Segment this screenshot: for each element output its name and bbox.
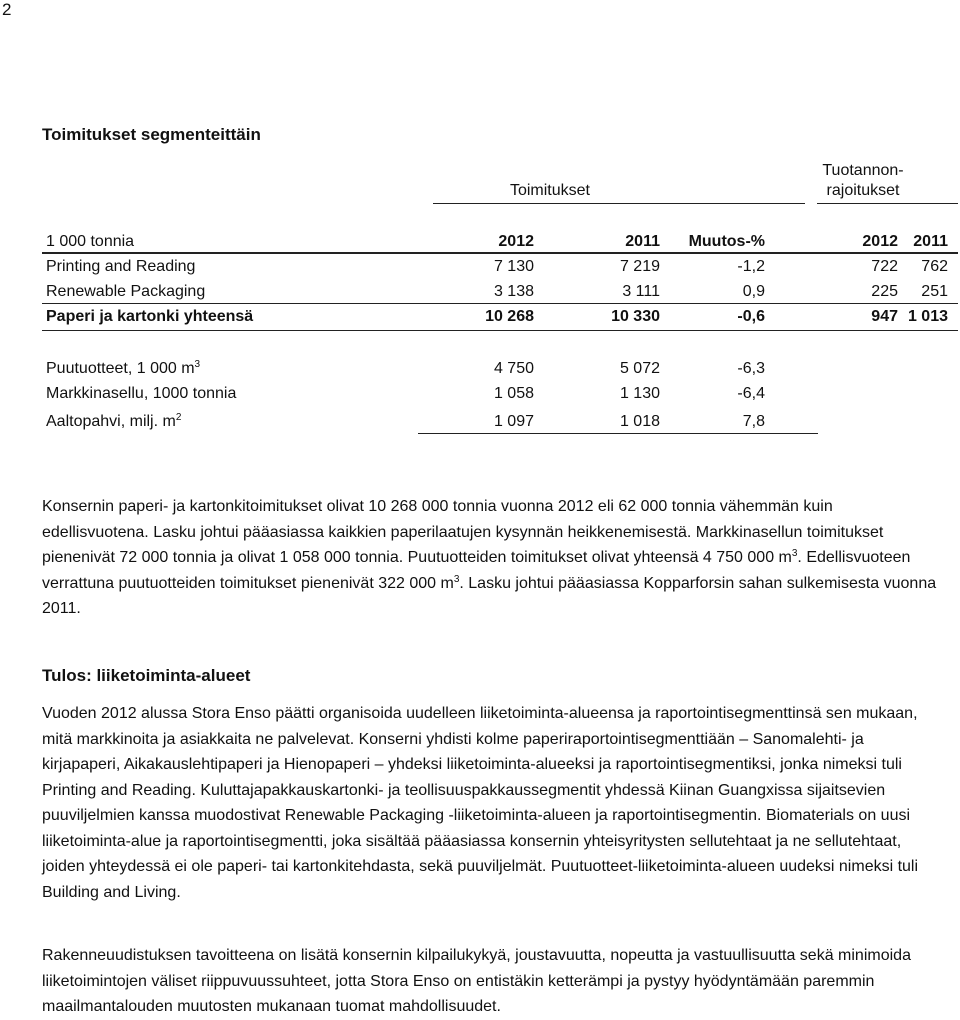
deliveries-table: Toimitukset Tuotannon- rajoitukset 1 000 tonnia 2012 2011 Muutos-% 2012 2011 Printing and Reading 7 130 7 219 -1,2 722 762 Renewable Packaging 3 138 3 111 0,9 225 251 Paperi ja kartonki yhteensä 10 268 10 330 -0,6 947 1 013 Puutuotteet, 1 000 $m^3$ 4 750 5 072 -6,3 Markkinasellu, 1000 tonnia 1 058 1 130 -6,4 Aaltopahvi, milj. $m^2$ 1 097 1 018 7,8	[42, 0, 958, 440]
column-header-unit: 1 000 tonnia	[46, 233, 135, 250]
header-rule	[42, 252, 958, 254]
group-underline-deliveries	[433, 203, 805, 204]
total-rule	[42, 330, 958, 331]
group-underline-curtailments	[817, 203, 958, 204]
subtotal-rule	[42, 303, 958, 304]
section-title-results: Tulos: liiketoiminta-alueet	[42, 666, 251, 685]
group-header-curtailments: Tuotannon- rajoitukset	[822, 162, 904, 199]
results-paragraph-2: Rakenneuudistuksen tavoitteena on lisätä konsernin kilpailukykyä, joustavuutta, nopeutta ja vastuullisuutta sekä minimoida liiketoimintojen väliset riippuvuussuhteet, jotta Stora Enso on entistäkin ketterämpi ja pystyy hyödyntämään paremmin maailmantalouden muutosten mukanaan tuomat mahdollisuudet.	[42, 947, 911, 1015]
column-header-c2012: 2012	[862, 233, 898, 250]
results-paragraph-1: Vuoden 2012 alussa Stora Enso päätti organisoida uudelleen liiketoiminta-alueensa ja raportointisegmenttinsä sen mukaan, mitä markkinoita ja asiakkaita ne palvelevat. Konserni yhdisti kolme paperiraportointisegmenttiään – Sanomalehti- ja kirjapaperi, Aikakauslehtipaperi ja Hienopaperi – yhdeksi liiketoiminta-alueeksi ja raportointisegmentiksi, jonka nimeksi tuli Printing and Reading. Kuluttajapakkauskartonki- ja teollisuuspakkaussegmentit yhdessä Kiinan Guangxissa sijaitsevien puuviljelmien kanssa muodostivat Renewable Packaging -liiketoiminta-alueen ja raportointisegmentin. Biomaterials on uusi liiketoiminta-alue ja raportointisegmentti, joka sisältää pääasiassa konsernin yhteisyritysten sellutehtaat ja ne sellutehtaat, joiden yhteydessä ei ole paperi- tai kartonkitehdasta, sekä puuviljelmät. Puutuotteet-liiketoiminta-alueen uudeksi nimeksi tuli Building and Living.	[42, 705, 919, 901]
column-header-d2011: 2011	[625, 233, 660, 250]
column-header-change: Muutos-%	[688, 233, 765, 250]
bottom-rule	[418, 433, 818, 434]
deliveries-paragraph: Konsernin paperi- ja kartonkitoimitukset olivat 10 268 000 tonnia vuonna 2012 eli 62 000 tonnia vähemmän kuin edellisvuotena. Lasku johtui pääasiassa kaikkien paperilaatujen kysynnän heikkenemisestä. Markkinasellun toimitukset pienenivät 72 000 tonnia ja olivat 1 058 000 tonnia. Puutuotteiden toimitukset olivat yhteensä 4 750 000 $m^3$. Edellisvuoteen verrattuna puutuotteiden toimitukset pienenivät 322 000 $m^3$. Lasku johtui pääasiassa Kopparforsin sahan sulkemisesta vuonna 2011.	[42, 498, 937, 617]
column-header-c2011: 2011	[913, 233, 948, 250]
group-header-deliveries: Toimitukset	[509, 182, 590, 199]
column-header-d2012: 2012	[498, 233, 534, 250]
page-number: 2	[2, 0, 12, 19]
section-title-deliveries: Toimitukset segmenteittäin	[42, 125, 261, 144]
